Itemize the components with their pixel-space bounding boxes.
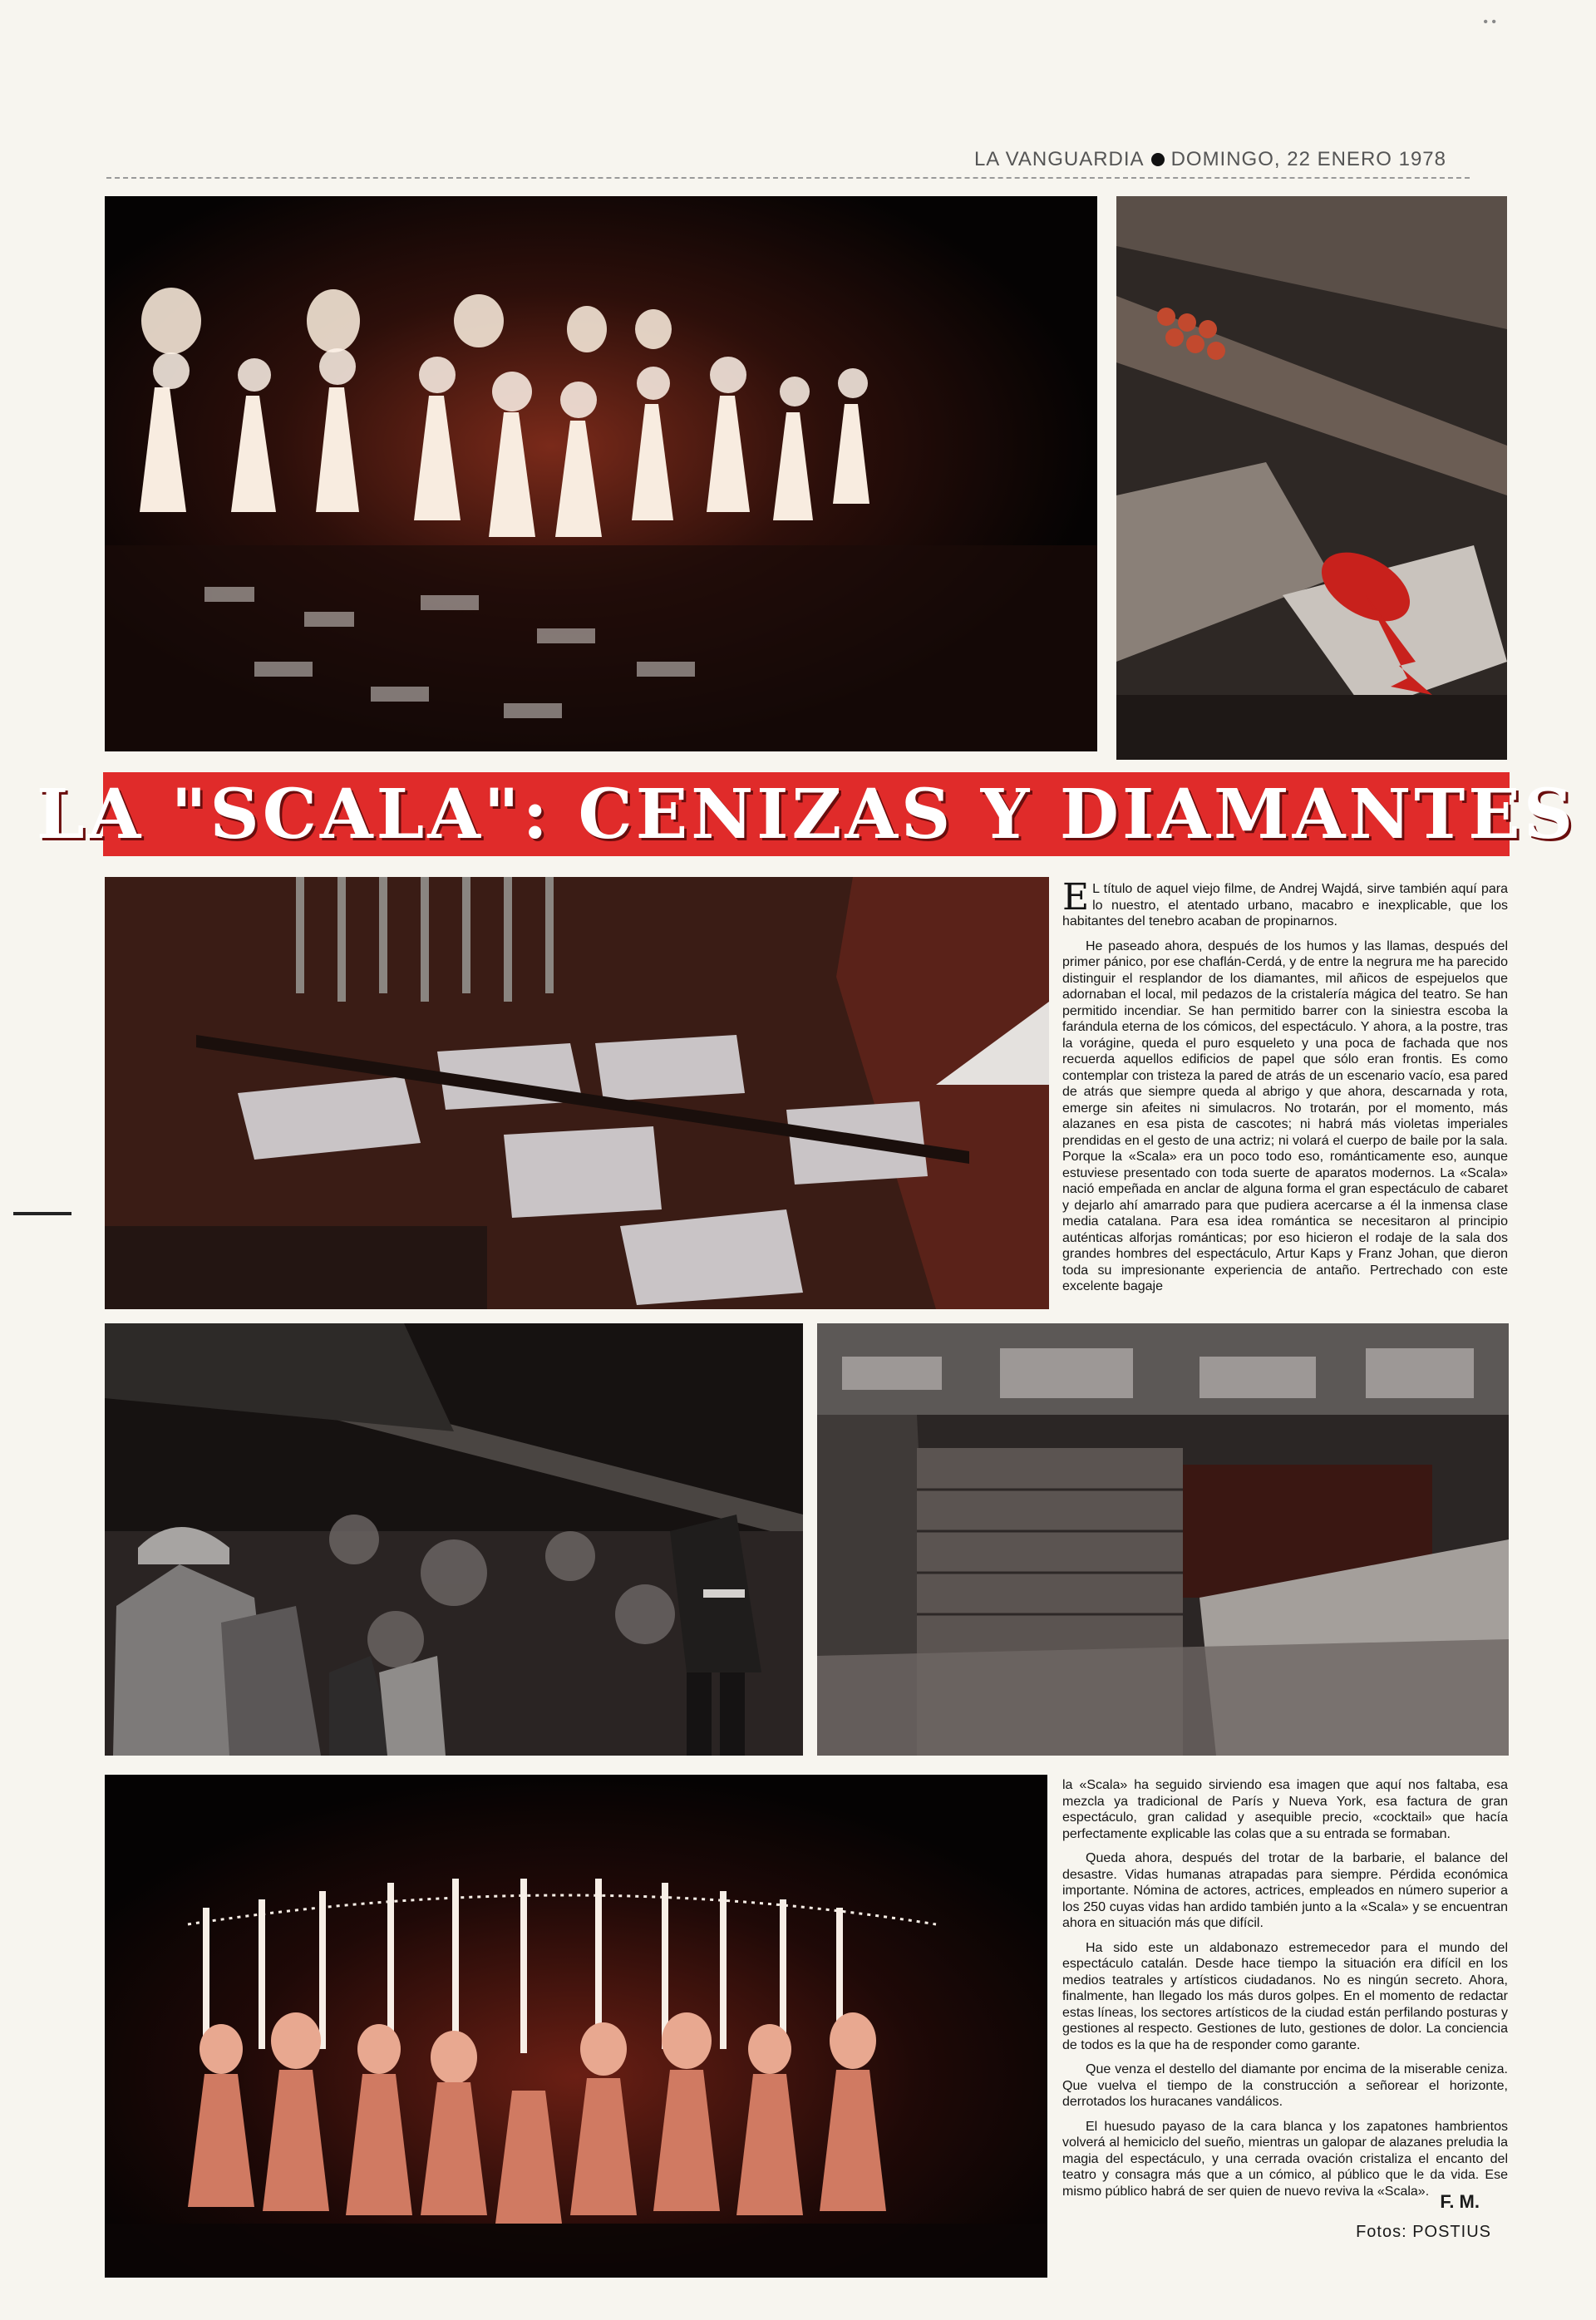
- photo-collapsed-hall: [817, 1323, 1509, 1756]
- article-paragraph: El huesudo payaso de la cara blanca y los zapatones hambrientos volverá al hemiciclo del sueño, mientras un galopar de alazanes preludia la magia del espectáculo, y una cerrada ovación cristaliza el encanto del teatro y consagra más que a un cómico, al público que le da vida. Ese mismo público habrá de ser quien de nuevo reviva la «Scala».: [1062, 2119, 1508, 2199]
- masthead-date: DOMINGO, 22 ENERO 1978: [1170, 148, 1446, 170]
- article-paragraph: Que venza el destello del diamante por encima de la miserable ceniza. Que vuelva el tiempo de la construcción a señorear el horizonte, derrotados los huracanes vandálicos.: [1062, 2062, 1508, 2109]
- article-column-2: [1062, 1777, 1508, 2208]
- article-paragraph: He paseado ahora, después de los humos y las llamas, después del primer pánico, por ese chaflán-Cerdá, y de entre la negrura me ha parecido distinguir el resplandor de los diamantes, mil añicos de espejuelos que adornaban el local, mil pedazos de la cristalería mágica del teatro. Se han permitido incendiar. Se han permitido barrer con la siniestra escoba la farándula eterna de los cómicos, del espectáculo. Y ahora, a la postre, tras la vorágine, queda el puro esqueleto y una poca de fachada que nos recuerda aquellos edificios de papel que sólo eran frontis. Es como contemplar con tristeza la pared de atrás de un escenario vacío, esa pared de atrás que siempre queda al abrigo y que ahora, descarnada y rota, emerge sin afeites ni simulacros. No trotarán, por el momento, más alazanes en esa pista de cascotes; ni habrá más violetas imperiales prendidas en el gesto de una actriz; ni volará el cuerpo de baile por la sala. Porque la «Scala» era un poco todo eso, románticamente eso, aunque estuviese presentado con toda suerte de aparatos modernos. La «Scala» nació empeñada en anclar de alguna forma el gran espectáculo de cabaret y dejarlo ahí amarrado para que pudiera acercarse a él la inmensa clase media catalana. Para esa idea romántica se necesitaron al principio auténticas alforjas románticas; por eso hicieron el rodaje de la sala dos grandes hombres del espectáculo, Artur Kaps y Franz Johan, que dieron toda su impresionante experiencia de antaño. Pertrechado con este excelente bagaje: [1062, 938, 1508, 1293]
- article-lead-text: L título de aquel viejo filme, de Andrej Wajdá, sirve también aquí para lo nuestro, el atentado urbano, macabro e inexplicable, que los habitantes del tenebro acaban de propinarnos.: [1062, 882, 1508, 928]
- photo-stage-finale: [105, 1775, 1047, 2278]
- photo-burnt-tables: [105, 877, 1049, 1309]
- photo-firemen-rubble: [105, 1323, 803, 1756]
- bullet-icon: [1151, 153, 1165, 166]
- article-lead-paragraph: [1062, 876, 1508, 930]
- photo-credit: Fotos: POSTIUS: [1356, 2223, 1491, 2241]
- masthead-paper: LA VANGUARDIA: [973, 148, 1145, 170]
- margin-mark: [13, 1212, 71, 1215]
- headline: LA "SCALA": CENIZAS Y DIAMANTES: [36, 774, 1577, 855]
- headline-band: [36, 772, 1577, 856]
- article-paragraph: la «Scala» ha seguido sirviendo esa imagen que aquí nos faltaba, esa mezcla ya tradicional de París y Nueva York, esa factura de gran espectáculo, gran calidad y asequible precio, «cocktail» que hacía perfectamente explicable las colas que a su entrada se formaban.: [1062, 1778, 1508, 1841]
- photo-cabaret-show: [105, 196, 1097, 751]
- corner-marks: • •: [1483, 15, 1496, 29]
- article-paragraph: Queda ahora, después del trotar de la barbarie, el balance del desastre. Vidas humanas atrapadas para siempre. Pérdida económica importante. Nómina de actores, actrices, empleados en número superior a los 250 cuyas vidas han ardido también junto a la «Scala» y se encuentran ahora en situación más que difícil.: [1062, 1851, 1508, 1930]
- article-paragraph: Ha sido este un aldabonazo estremecedor para el mundo del espectáculo catalán. Desde hace tiempo la situación era difícil en los medios teatrales y artísticos ciudadanos. No es ningún secreto. Ahora, finalmente, han llegado los más duros golpes. En el momento de redactar estas líneas, los sectores artísticos de la ciudad están perfilando posturas y gestiones al respecto. Gestiones de luto, gestiones de dolor. La conciencia de todos es la que ha de responder como garante.: [1062, 1940, 1508, 2052]
- dropcap: E: [1062, 876, 1090, 919]
- author-signature: F. M.: [1440, 2191, 1480, 2212]
- article-column-1: [1062, 876, 1508, 1303]
- masthead: [974, 148, 1446, 171]
- header-rule: [106, 177, 1470, 179]
- photo-charred-exit-sign: [1116, 196, 1507, 760]
